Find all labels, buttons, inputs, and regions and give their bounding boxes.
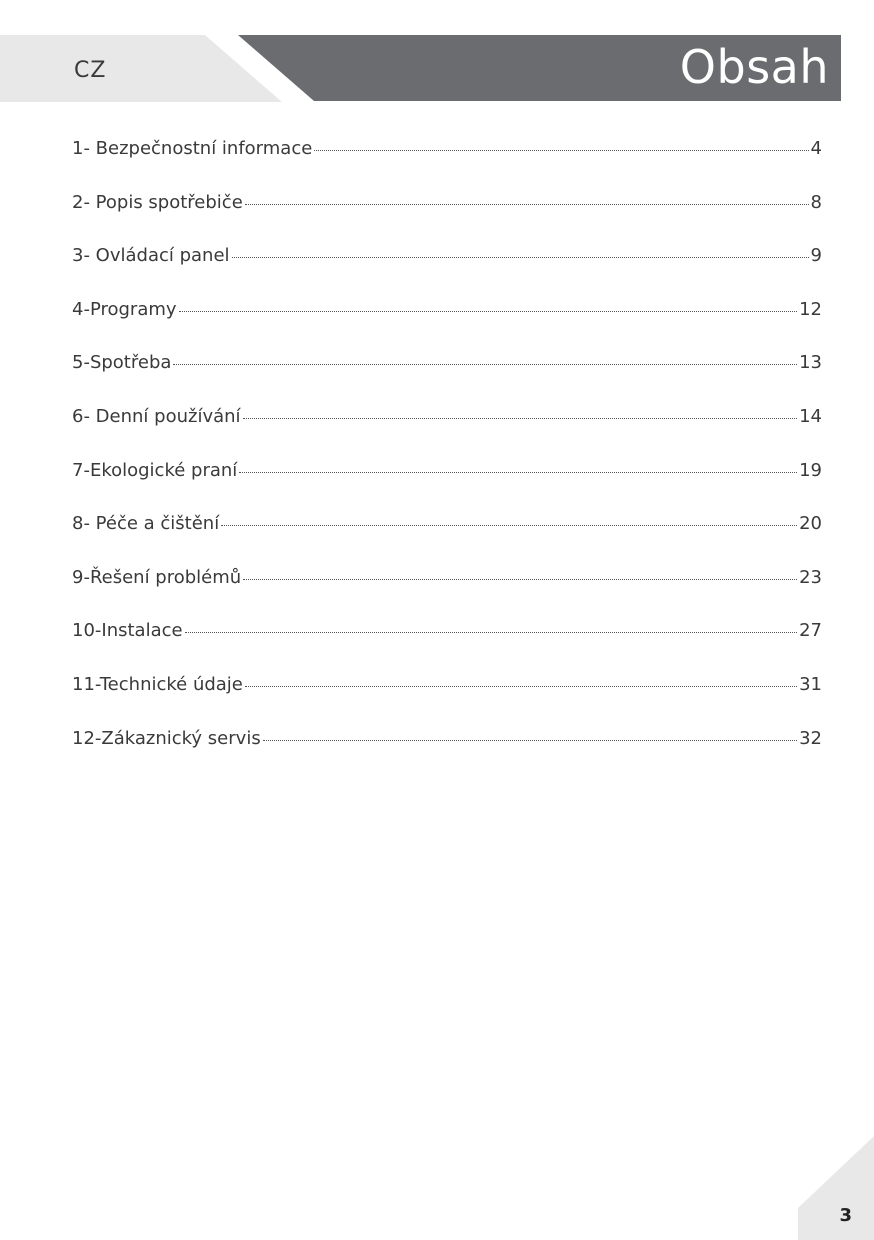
toc-leader-dots: [232, 257, 809, 258]
toc-entry-label: 6- Denní používání: [72, 405, 241, 427]
page-corner-tab: [798, 1136, 874, 1240]
toc-entry-label: 7-Ekologické praní: [72, 459, 238, 481]
toc-leader-dots: [221, 525, 797, 526]
toc-entry-label: 5-Spotřeba: [72, 352, 172, 374]
toc-entry[interactable]: [72, 460, 822, 514]
toc-leader-dots: [314, 150, 808, 151]
toc-entry-label: 1- Bezpečnostní informace: [72, 138, 313, 159]
toc-entry-page: 12: [799, 298, 822, 320]
toc-leader-dots: [173, 364, 797, 365]
toc-leader-dots: [243, 579, 797, 580]
toc-leader-dots: [245, 204, 809, 205]
toc-leader-dots: [263, 740, 797, 741]
toc-entry-label: 2- Popis spotřebiče: [72, 191, 243, 213]
toc-entry[interactable]: [72, 620, 822, 674]
toc-entry-page: 9: [810, 245, 822, 267]
toc-entry-page: 32: [799, 727, 822, 749]
toc-entry-page: 23: [799, 566, 822, 588]
toc-entry-page: 8: [810, 191, 822, 213]
toc-entry-page: 31: [799, 673, 822, 695]
toc-entry-page: 14: [799, 405, 822, 427]
toc-leader-dots: [243, 418, 798, 419]
page-number: 3: [839, 1205, 852, 1226]
toc-entry[interactable]: [72, 674, 822, 728]
toc-entry[interactable]: [72, 567, 822, 621]
toc-entry-label: 9-Řešení problémů: [72, 566, 242, 588]
toc-entry[interactable]: [72, 513, 822, 567]
toc-entry[interactable]: [72, 406, 822, 460]
toc-entry-page: 27: [799, 620, 822, 642]
table-of-contents: [72, 138, 822, 781]
toc-entry[interactable]: [72, 728, 822, 782]
toc-entry-label: 10-Instalace: [72, 620, 183, 642]
toc-entry-label: 11-Technické údaje: [72, 673, 243, 695]
toc-leader-dots: [245, 686, 797, 687]
toc-entry[interactable]: [72, 245, 822, 299]
toc-leader-dots: [179, 311, 798, 312]
toc-entry[interactable]: [72, 192, 822, 246]
toc-entry-label: 12-Zákaznický servis: [72, 727, 261, 749]
toc-entry-page: 20: [799, 513, 822, 535]
toc-leader-dots: [185, 632, 798, 633]
toc-leader-dots: [239, 472, 797, 473]
toc-entry[interactable]: [72, 138, 822, 192]
language-code: CZ: [74, 58, 107, 83]
toc-entry-label: 3- Ovládací panel: [72, 245, 230, 267]
toc-entry[interactable]: [72, 299, 822, 353]
page-title: Obsah: [679, 40, 829, 94]
toc-entry-page: 13: [799, 352, 822, 374]
toc-entry-page: 19: [799, 459, 822, 481]
toc-entry-label: 4-Programy: [72, 298, 177, 320]
toc-entry-label: 8- Péče a čištění: [72, 513, 220, 535]
toc-entry[interactable]: [72, 352, 822, 406]
toc-entry-page: 4: [810, 138, 822, 159]
header-language-tab: [0, 35, 282, 102]
